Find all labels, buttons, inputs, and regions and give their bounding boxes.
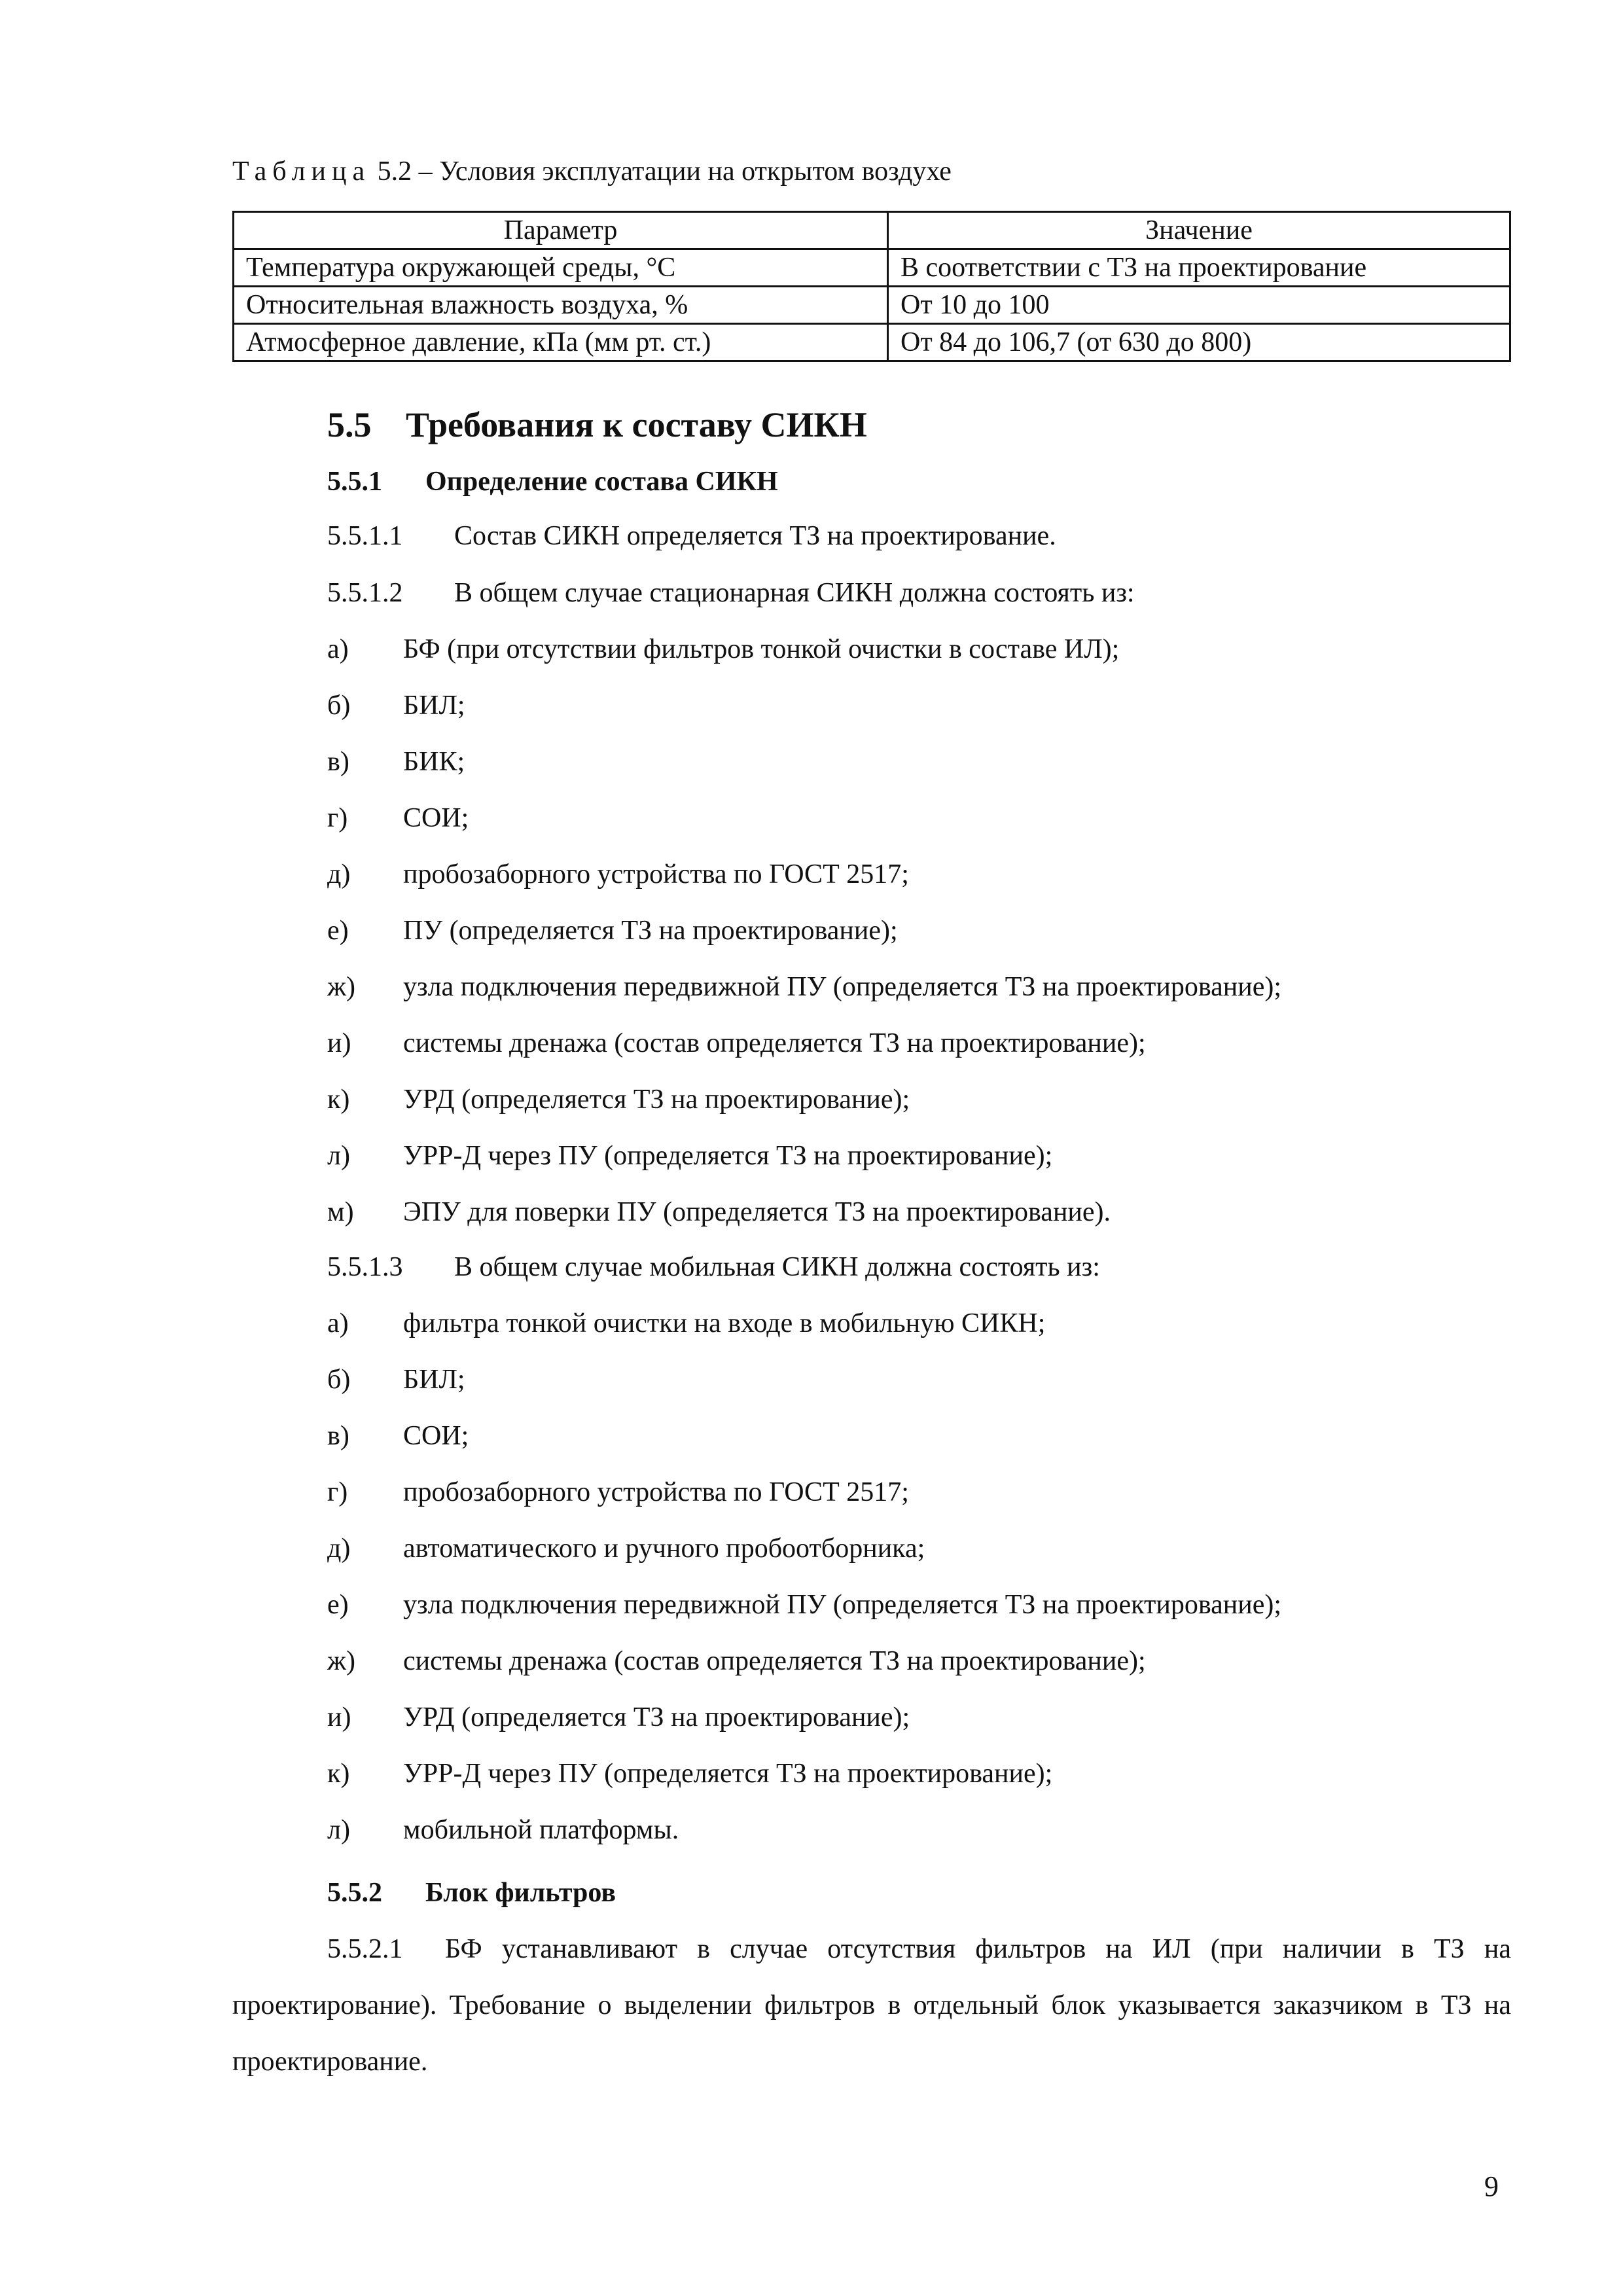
list-marker: к) (327, 1759, 350, 1789)
table-caption-prefix: Таблица (232, 156, 371, 187)
column-header-parameter: Параметр (234, 212, 888, 249)
paragraph-text: БФ устанавливают в случае отсутствия фильтров на ИЛ (при наличии в ТЗ на проектирование). Требование о выделении фильтров в отдельный блок указывается заказчиком в ТЗ на проектирование. (232, 1934, 1511, 2077)
list-item-text: автоматического и ручного пробоотборника; (403, 1534, 925, 1564)
list-item-text: БФ (при отсутствии фильтров тонкой очистки в составе ИЛ); (403, 634, 1120, 664)
column-header-value: Значение (888, 212, 1510, 249)
section-title: Требования к составу СИКН (406, 405, 867, 444)
table-caption (232, 156, 952, 187)
list-marker: б) (327, 691, 351, 721)
list-marker: в) (327, 747, 349, 777)
list-marker: к) (327, 1085, 350, 1115)
list-item (327, 859, 909, 890)
list-item (327, 915, 898, 946)
table-row (234, 324, 1510, 361)
list-item (327, 1645, 1146, 1677)
list-marker: ж) (327, 972, 356, 1002)
list-item (327, 1533, 925, 1564)
list-marker: е) (327, 916, 349, 946)
list-item-text: УРД (определяется ТЗ на проектирование); (403, 1702, 910, 1732)
list-marker: л) (327, 1815, 350, 1845)
list-item-text: ПУ (определяется ТЗ на проектирование); (403, 916, 898, 946)
subsection-title: Определение состава СИКН (425, 467, 778, 497)
table-cell: От 84 до 106,7 (от 630 до 800) (888, 324, 1510, 361)
paragraph (327, 520, 1056, 552)
paragraph-text: В общем случае стационарная СИКН должна состоять из: (454, 578, 1135, 608)
list-item (327, 1364, 465, 1395)
paragraph (327, 577, 1135, 609)
list-item (327, 1308, 1045, 1339)
list-item-text: системы дренажа (состав определяется ТЗ на проектирование); (403, 1028, 1146, 1058)
paragraph-text: В общем случае мобильная СИКН должна состоять из: (454, 1252, 1100, 1282)
list-item (327, 1140, 1052, 1172)
list-marker: м) (327, 1197, 354, 1227)
list-item (327, 1084, 910, 1115)
list-marker: и) (327, 1702, 351, 1732)
subsection-number: 5.5.1 (327, 467, 382, 497)
table-cell: В соответствии с ТЗ на проектирование (888, 249, 1510, 287)
list-item-text: БИЛ; (403, 691, 465, 721)
list-item (327, 1028, 1146, 1059)
list-item-text: системы дренажа (состав определяется ТЗ на проектирование); (403, 1646, 1146, 1676)
list-item (327, 746, 465, 778)
table-cell: От 10 до 100 (888, 287, 1510, 324)
list-item (327, 1702, 910, 1733)
list-marker: д) (327, 859, 351, 889)
list-item (327, 1814, 679, 1846)
subsection-title: Блок фильтров (425, 1878, 616, 1908)
table-row (234, 287, 1510, 324)
section-heading (327, 404, 867, 445)
list-item-text: УРД (определяется ТЗ на проектирование); (403, 1085, 910, 1115)
list-marker: г) (327, 1477, 348, 1507)
subsection-heading (327, 1877, 616, 1909)
list-marker: е) (327, 1590, 349, 1620)
list-item (327, 1589, 1281, 1621)
conditions-table (232, 211, 1511, 362)
list-item (327, 802, 469, 834)
list-item (327, 1477, 909, 1508)
list-item-text: мобильной платформы. (403, 1815, 679, 1845)
list-marker: и) (327, 1028, 351, 1058)
list-item-text: фильтра тонкой очистки на входе в мобильную СИКН; (403, 1308, 1046, 1338)
paragraph-number: 5.5.2.1 (327, 1934, 403, 1964)
table-caption-text: 5.2 – Условия эксплуатации на открытом воздухе (377, 156, 952, 187)
table-cell: Относительная влажность воздуха, % (234, 287, 888, 324)
list-item-text: БИК; (403, 747, 465, 777)
list-marker: а) (327, 1308, 349, 1338)
table-row (234, 249, 1510, 287)
list-item-text: УРР-Д через ПУ (определяется ТЗ на проектирование); (403, 1759, 1053, 1789)
list-item-text: пробозаборного устройства по ГОСТ 2517; (403, 1477, 909, 1507)
paragraph-number: 5.5.1.3 (327, 1252, 403, 1282)
list-item (327, 971, 1281, 1003)
paragraph (327, 1251, 1100, 1283)
subsection-number: 5.5.2 (327, 1878, 382, 1908)
list-item-text: УРР-Д через ПУ (определяется ТЗ на проектирование); (403, 1141, 1053, 1171)
list-item-text: СОИ; (403, 803, 469, 833)
paragraph-number: 5.5.1.2 (327, 578, 403, 608)
list-marker: а) (327, 634, 349, 664)
subsection-heading (327, 466, 778, 497)
list-item (327, 690, 465, 721)
list-item (327, 1196, 1111, 1228)
paragraph (232, 1921, 1511, 2090)
list-marker: в) (327, 1421, 349, 1451)
list-item-text: пробозаборного устройства по ГОСТ 2517; (403, 859, 909, 889)
list-item (327, 634, 1119, 665)
list-marker: д) (327, 1534, 351, 1564)
section-number: 5.5 (327, 405, 372, 444)
list-marker: л) (327, 1141, 350, 1171)
table-cell: Температура окружающей среды, °С (234, 249, 888, 287)
list-item (327, 1758, 1052, 1789)
list-item-text: узла подключения передвижной ПУ (определяется ТЗ на проектирование); (403, 1590, 1282, 1620)
paragraph-number: 5.5.1.1 (327, 521, 403, 551)
paragraph-text: Состав СИКН определяется ТЗ на проектирование. (454, 521, 1056, 551)
list-item-text: ЭПУ для поверки ПУ (определяется ТЗ на проектирование). (403, 1197, 1111, 1227)
list-item-text: узла подключения передвижной ПУ (определяется ТЗ на проектирование); (403, 972, 1282, 1002)
page-number: 9 (1484, 2170, 1499, 2202)
list-item-text: БИЛ; (403, 1365, 465, 1395)
list-item (327, 1420, 469, 1452)
list-marker: б) (327, 1365, 351, 1395)
table-header-row (234, 212, 1510, 249)
list-marker: ж) (327, 1646, 356, 1676)
list-item-text: СОИ; (403, 1421, 469, 1451)
table-cell: Атмосферное давление, кПа (мм рт. ст.) (234, 324, 888, 361)
list-marker: г) (327, 803, 348, 833)
